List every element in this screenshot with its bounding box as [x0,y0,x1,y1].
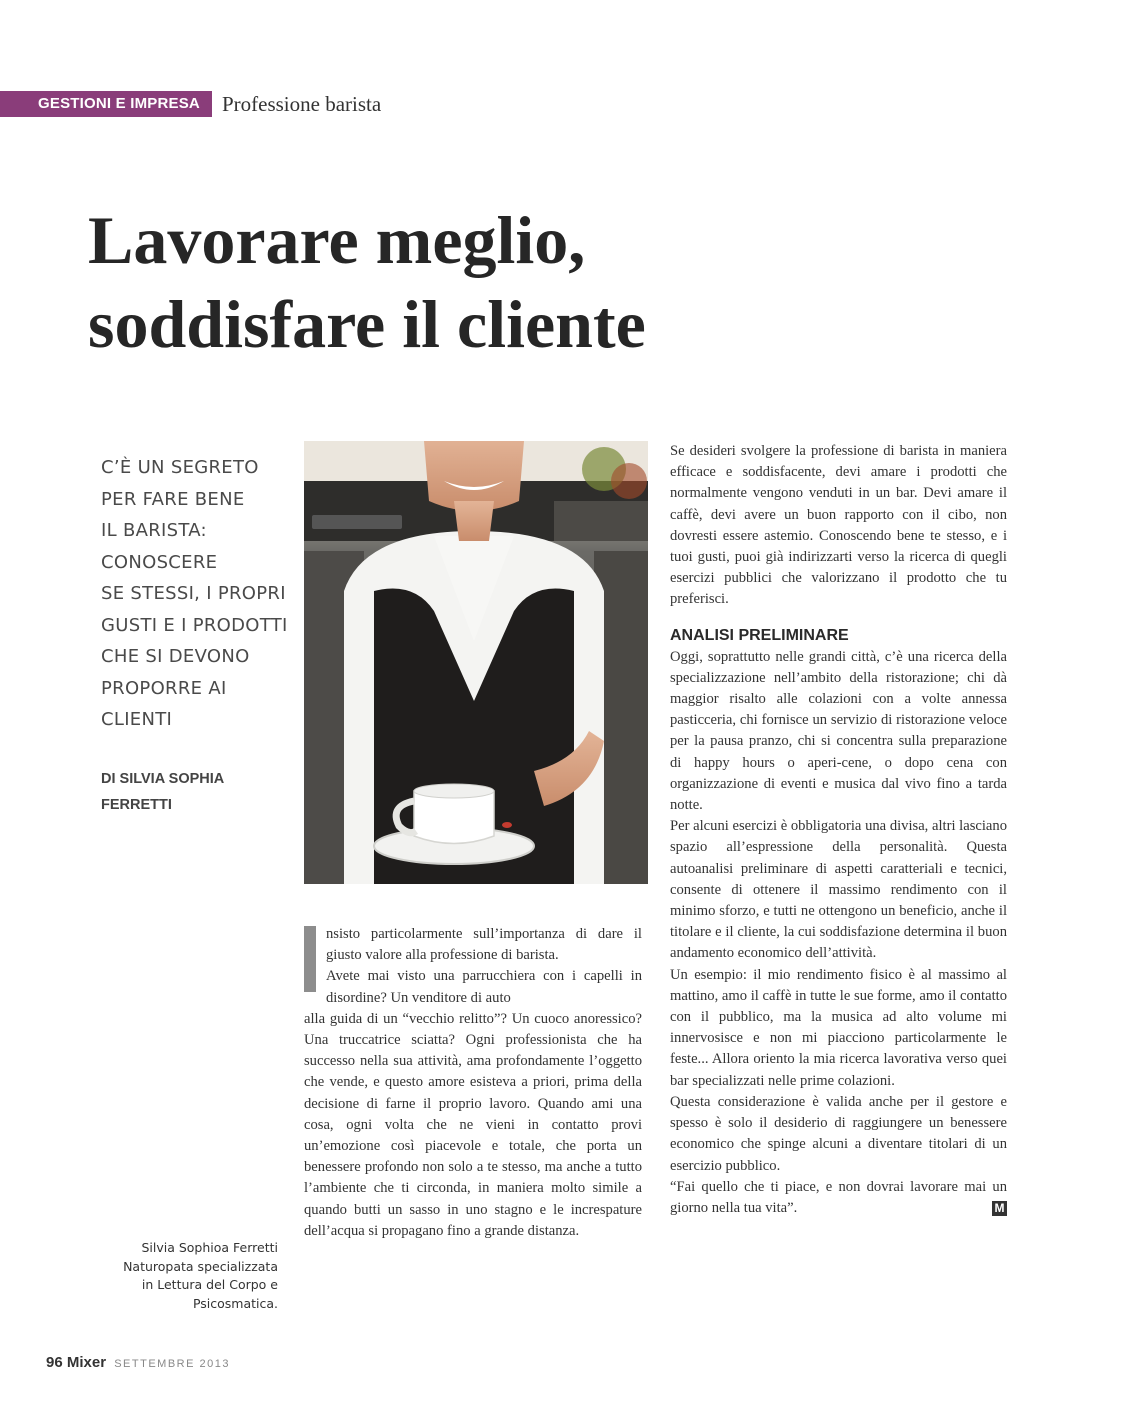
author-caption [100,1239,278,1313]
paragraph: nsisto particolarmente sull’importanza di dare il giusto valore alla professione di barista. [326,926,642,964]
paragraph: Un esempio: il mio rendimento fisico è al massimo al mattino, amo il caffè in tutte le sue forme, amo il contatto con il pubblico, ma la musica ad alto volume mi innervosisce e non mi piacciono particolarmente le feste... Allora oriento la mia ricerca lavorativa verso quei bar specializzati nelle prime colazioni. [670,966,1007,1089]
article-column-middle [304,924,642,1242]
teaser-line: PER FARE BENE [101,488,245,510]
teaser-line: PROPORRE AI [101,677,227,699]
caption-line: Psicosmatica. [192,1295,278,1311]
byline-line-1: DI SILVIA SOPHIA [101,771,225,787]
page-footer [46,1354,230,1371]
section-title: Professione barista [221,91,382,116]
teaser-line: SE STESSI, I PROPRI [101,583,286,604]
caption-line: Silvia Sophioa Ferretti [141,1240,278,1255]
teaser-line: IL BARISTA: [101,520,207,541]
caption-line: Naturopata specializzata [123,1258,278,1274]
paragraph: Se desideri svolgere la professione di barista in maniera efficace e soddisfacente, devi amare i prodotti che normalmente vengono venduti in un bar. Devi amare il caffè, devi avere un buon rapporto con il cibo, non dovresti essere astemio. Conoscendo bene te stesso, e i tuoi gusti, puoi già indirizzarti verso la ricerca di quegli esercizi pubblici che valorizzano il prodotto che tu preferisci. [670,443,1007,608]
article-teaser [101,452,291,736]
page-number: 96 [46,1354,63,1371]
paragraph: Oggi, soprattutto nelle grandi città, c’è una ricerca della specializzazione nell’ambito della ristorazione; chi dà maggior risalto alle colazioni con a volte annessa pasticceria, chi fornisce un servizio di ristorazione veloce per la pausa pranzo, chi si concentra sulla preparazione di happy hours o aperi-cene, o dopo cena con organizzazione di eventi e musica dal vivo fino a tarda notte. [670,648,1007,814]
caption-line: in Lettura del Corpo e [141,1277,278,1292]
section-header [0,92,381,116]
barista-photo [304,441,648,884]
magazine-name: Mixer [66,1354,107,1371]
section-tag: GESTIONI E IMPRESA [0,91,212,117]
byline [101,766,261,818]
teaser-line: C’È UN SEGRETO [101,457,259,478]
quote-text: “Fai quello che ti piace, e non dovrai lavorare mai un giorno nella tua vita”. [670,1178,1007,1216]
end-mark-icon: M [992,1201,1007,1216]
paragraph: Questa considerazione è valida anche per il gestore e spesso è solo il desiderio di raggiungere un benessere economico che spinge alcuni a diventare titolari di un esercizio pubblico. [670,1093,1007,1174]
byline-line-2: FERRETTI [101,797,172,813]
paragraph: Avete mai visto una parrucchiera con i capelli in disordine? Un venditore di auto [326,968,642,1006]
teaser-line: GUSTI E I PRODOTTI [101,614,288,636]
article-column-right [670,441,1007,1219]
teaser-line: CLIENTI [101,709,173,730]
issue-date: SETTEMBRE 2013 [114,1358,230,1370]
headline-line-2: soddisfare il cliente [88,286,646,362]
closing-quote [670,1177,1007,1219]
headline-line-1: Lavorare meglio, [88,202,586,278]
paragraph: alla guida di un “vecchio relitto”? Un cuoco anoressico? Una truccatrice sciatta? Ogni professionista che ha successo nella sua attività, ama profondamente l’oggetto che vende, e questo amore esisteva a priori, prima della decisione di farne il proprio lavoro. Quando ami una cosa, ogni volta che ne vieni in contatto provi un’emozione così piacevole e totale, che porta un benessere profondo non solo a te stesso, ma anche a tutto l’ambiente che ti circonda, in maniera molto simile a quando butti un sasso in uno stagno e le increspature dell’acqua si propagano fino a grande distanza. [304,1010,642,1239]
paragraph: Per alcuni esercizi è obbligatoria una divisa, altri lasciano spazio all’espressione della personalità. Questa autoanalisi preliminare di aspetti caratteriali e tecnici, consente di ottenere il massimo rendimento con il minimo sforzo, e tutti ne ottengono un beneficio, anche il titolare e il cliente, la cui soddisfazione determina il buon andamento economico dell’attività. [670,818,1007,962]
teaser-line: CONOSCERE [101,551,218,573]
article-headline [88,198,808,366]
subheading: ANALISI PRELIMINARE [670,626,849,644]
teaser-line: CHE SI DEVONO [101,646,250,667]
